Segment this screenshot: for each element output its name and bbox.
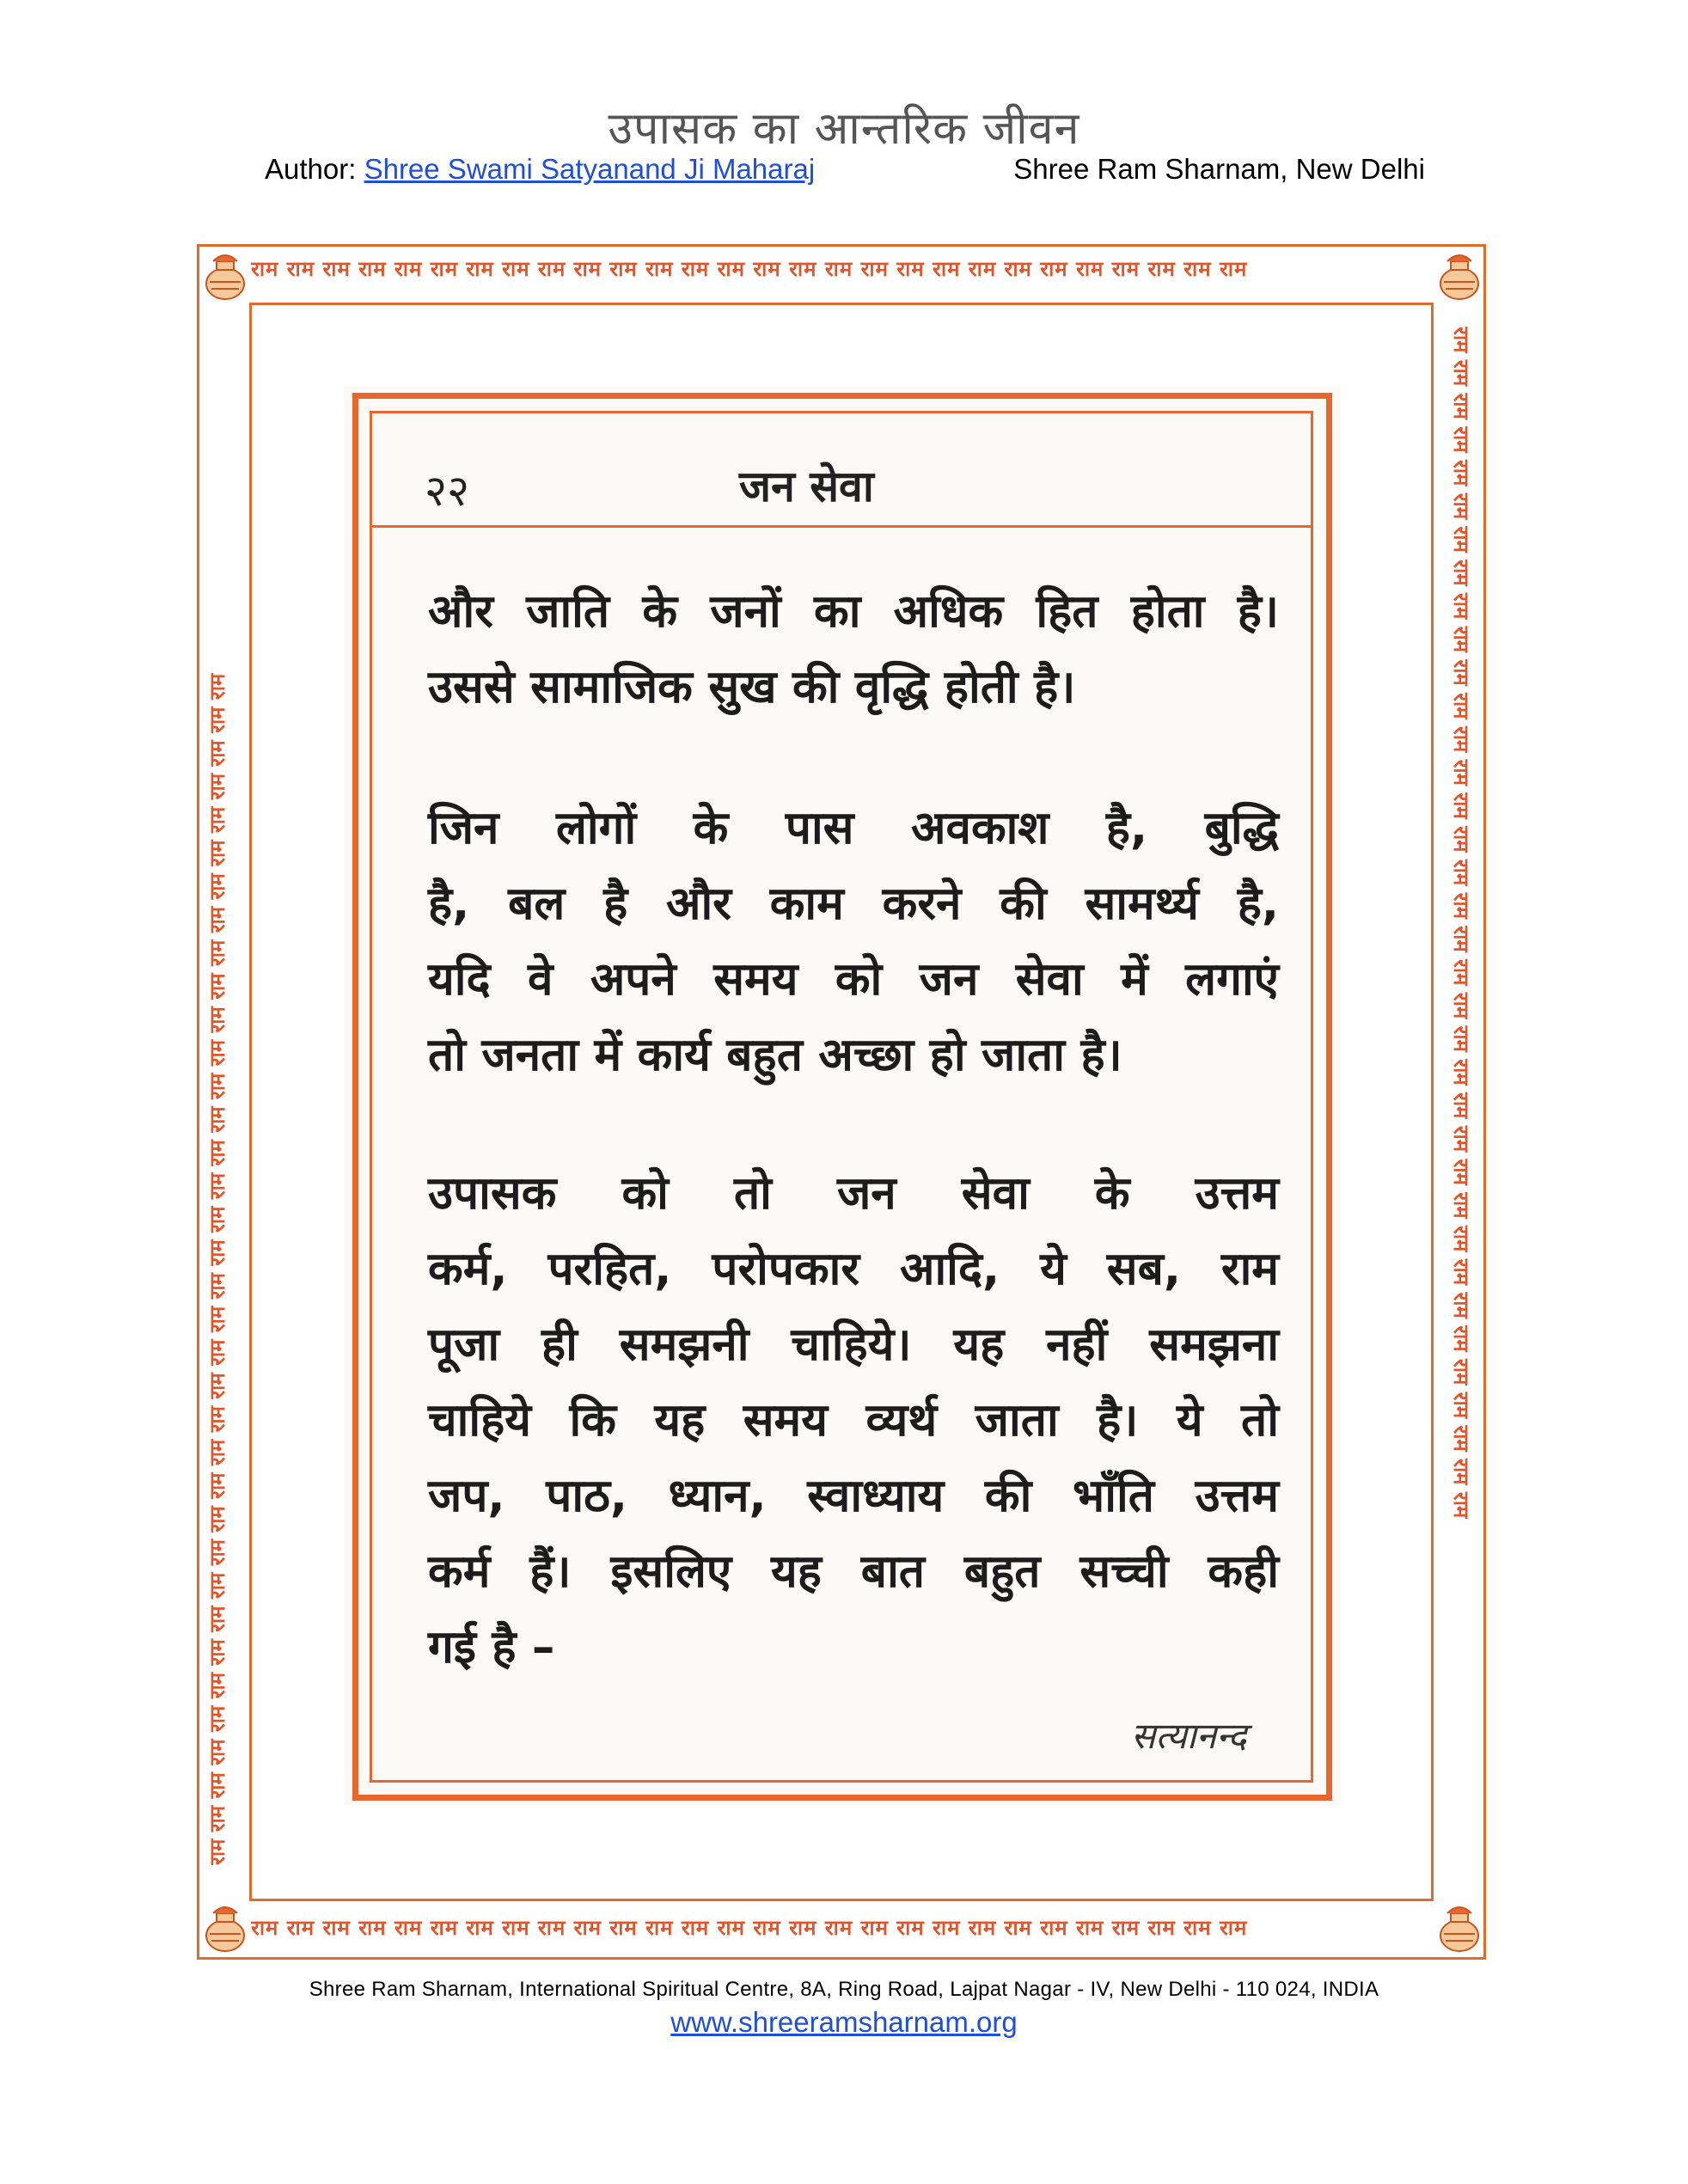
website-link[interactable]: www.shreeramsharnam.org — [670, 2006, 1018, 2038]
text-line: है, बल है और काम करने की सामर्थ्य है, — [428, 878, 1279, 930]
kalash-icon — [201, 1901, 249, 1955]
paragraph-3 — [428, 1156, 1279, 1685]
text-line: कर्म हैं। इसलिए यह बात बहुत सच्ची कही — [428, 1545, 1279, 1598]
text-line: उपासक को तो जन सेवा के उत्तम — [428, 1167, 1279, 1220]
paragraph-1 — [428, 574, 1279, 725]
text-line: कर्म, परहित, परोपकार आदि, ये सब, राम — [428, 1243, 1279, 1295]
author-link[interactable]: Shree Swami Satyanand Ji Maharaj — [364, 153, 816, 185]
signature: सत्यानन्द — [1131, 1715, 1247, 1757]
running-head: जन सेवा — [739, 462, 874, 511]
kalash-icon — [1435, 1901, 1483, 1955]
footer-website — [0, 2006, 1688, 2039]
page-number: २२ — [425, 466, 469, 516]
ram-border-right: राम राम राम राम राम राम राम राम राम राम राम राम राम राम राम राम राम राम राम राम राम राम राम राम राम राम राम राम राम राम राम राम राम राम राम राम — [1449, 327, 1473, 1519]
kalash-icon — [1435, 249, 1483, 303]
text-line: चाहिये कि यह समय व्यर्थ जाता है। ये तो — [428, 1394, 1279, 1447]
footer-address: Shree Ram Sharnam, International Spiritual Centre, 8A, Ring Road, Lajpat Nagar - IV, New Delhi - 110 024, INDIA — [309, 1978, 1379, 2001]
text-line: पूजा ही समझनी चाहिये। यह नहीं समझना — [428, 1318, 1279, 1371]
organization-name: Shree Ram Sharnam, New Delhi — [1013, 153, 1425, 185]
header-rule — [370, 525, 1313, 528]
paragraph-2 — [428, 791, 1279, 1093]
text-line: उससे सामाजिक सुख की वृद्धि होती है। — [428, 661, 1076, 713]
text-line: और जाति के जनों का अधिक हित होता है। — [428, 585, 1279, 638]
ram-border-left: राम राम राम राम राम राम राम राम राम राम राम राम राम राम राम राम राम राम राम राम राम राम राम राम राम राम राम राम राम राम राम राम राम राम राम राम — [205, 673, 229, 1865]
text-line: तो जनता में कार्य बहुत अच्छा हो जाता है। — [428, 1029, 1122, 1081]
document-title: उपासक का आन्तरिक जीवन — [608, 103, 1080, 155]
text-line: जिन लोगों के पास अवकाश है, बुद्धि — [428, 802, 1279, 854]
author-line — [265, 153, 815, 186]
text-line: जप, पाठ, ध्यान, स्वाध्याय की भाँति उत्तम — [428, 1470, 1279, 1522]
text-line: गई है – — [428, 1621, 555, 1673]
text-line: यदि वे अपने समय को जन सेवा में लगाएं — [428, 953, 1279, 1006]
kalash-icon — [201, 249, 249, 303]
ram-border-bottom: राम राम राम राम राम राम राम राम राम राम राम राम राम राम राम राम राम राम राम राम राम राम राम राम राम राम राम राम — [251, 1916, 1248, 1940]
author-label: Author: — [265, 153, 364, 185]
ram-border-top: राम राम राम राम राम राम राम राम राम राम राम राम राम राम राम राम राम राम राम राम राम राम राम राम राम राम राम राम — [251, 257, 1248, 281]
